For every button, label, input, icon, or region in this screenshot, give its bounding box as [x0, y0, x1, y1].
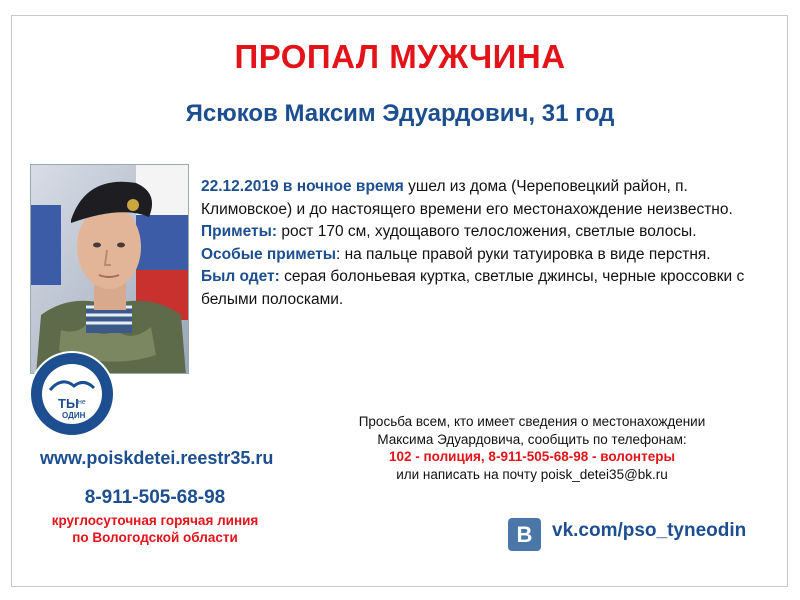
- signs-label: Приметы:: [201, 223, 278, 240]
- poster-headline: ПРОПАЛ МУЖЧИНА: [234, 38, 566, 75]
- appeal-block: [322, 413, 742, 483]
- special-signs-label: Особые приметы: [201, 245, 336, 263]
- logo-text-top: ТЫ: [58, 396, 79, 411]
- special-signs-paragraph: [201, 244, 776, 267]
- website-link[interactable]: www.poiskdetei.reestr35.ru: [40, 448, 274, 468]
- disappearance-paragraph: [201, 176, 776, 221]
- vk-icon[interactable]: B: [508, 518, 541, 551]
- hotline-caption-line1: круглосуточная горячая линия: [51, 513, 259, 528]
- vk-link[interactable]: vk.com/pso_tyneodin: [552, 520, 747, 541]
- hotline-caption: [0, 512, 310, 546]
- missing-person-photo: [30, 164, 189, 374]
- appeal-line1: Просьба всем, кто имеет сведения о местонахождении: [358, 414, 706, 429]
- photo-illustration: [31, 165, 189, 374]
- signs-paragraph: [201, 221, 776, 244]
- hotline-phone: 8-911-505-68-98: [84, 487, 226, 508]
- clothes-paragraph: [201, 266, 776, 311]
- special-signs-text: : на пальце правой руки татуировка в виде перстня.: [335, 245, 711, 263]
- appeal-email: или написать на почту poisk_detei35@bk.ru: [396, 466, 668, 482]
- clothes-label: Был одет:: [201, 268, 280, 285]
- clothes-text: серая болоньевая куртка, светлые джинсы, черные кроссовки с белыми полосками.: [201, 268, 745, 308]
- missing-person-name: Ясюков Максим Эдуардович, 31 год: [185, 100, 615, 127]
- signs-text: рост 170 см, худощавого телосложения, светлые волосы.: [277, 223, 697, 240]
- organization-logo-icon: [28, 350, 116, 438]
- disappearance-text: ушел из дома (Череповецкий район, п. Климовское) и до настоящего времени его местонахождение неизвестно.: [201, 178, 733, 218]
- disappearance-date: 22.12.2019 в ночное время: [201, 178, 404, 195]
- description-block: [201, 176, 776, 311]
- logo-text-small: не: [78, 399, 86, 406]
- appeal-line2: Максима Эдуардовича, сообщить по телефонам:: [377, 431, 687, 447]
- logo-text-bottom: ОДИН: [62, 411, 86, 420]
- organization-logo: [28, 350, 116, 438]
- appeal-phones: 102 - полиция, 8-911-505-68-98 - волонтеры: [389, 449, 675, 464]
- hotline-caption-line2: по Вологодской области: [72, 530, 238, 545]
